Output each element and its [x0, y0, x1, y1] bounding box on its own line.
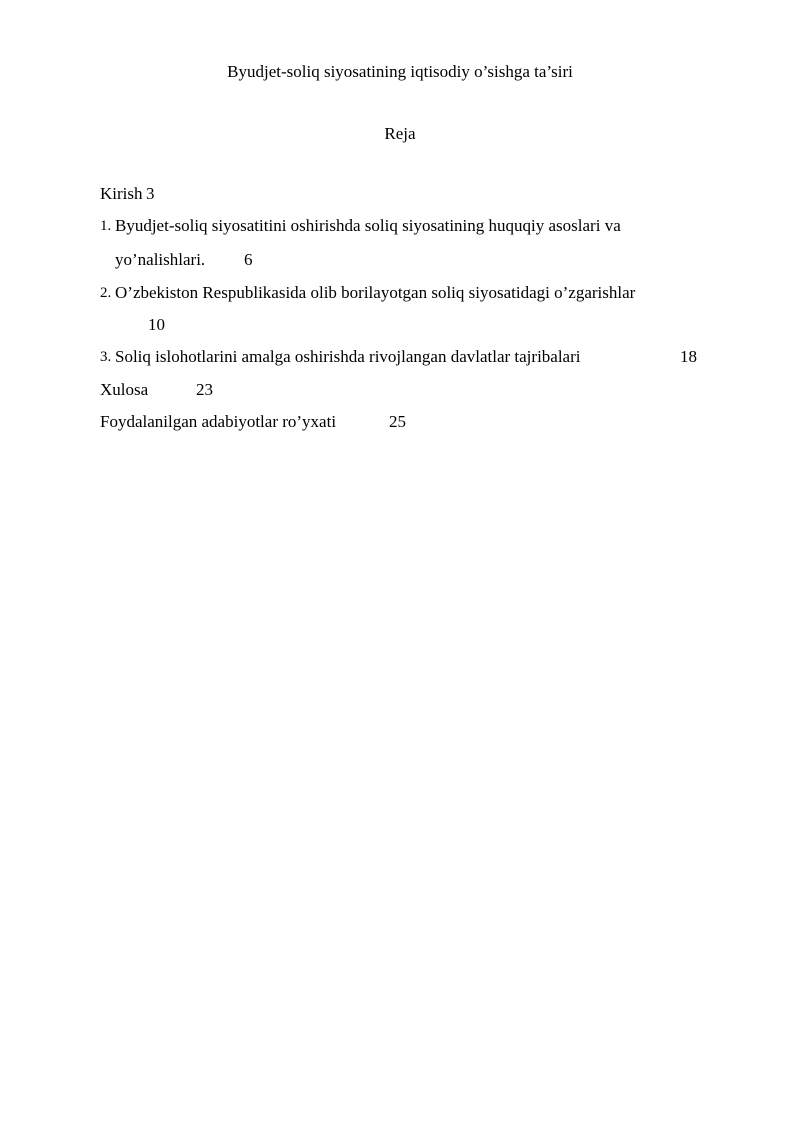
toc-entry-page: 6 — [244, 250, 253, 269]
toc-entry-number: 2. — [100, 285, 112, 301]
toc-entry-page: 25 — [389, 412, 406, 431]
toc-entry-text-continuation: yo’nalishlari. — [115, 250, 206, 269]
document-title: Byudjet-soliq siyosatining iqtisodiy o’sishga ta’siri — [227, 62, 573, 81]
toc-entry-page: 18 — [680, 347, 697, 366]
toc-entry-number: 1. — [100, 218, 112, 234]
plan-heading: Reja — [384, 124, 416, 143]
toc-entry-text: Foydalanilgan adabiyotlar ro’yxati — [100, 412, 337, 431]
toc-entry-text: Kirish — [100, 184, 143, 203]
toc-entry-text: O’zbekiston Respublikasida olib borilayotgan soliq siyosatidagi o’zgarishlar — [115, 283, 636, 302]
toc-entry-text: Xulosa — [100, 380, 149, 399]
toc-entry-page: 3 — [146, 184, 155, 203]
toc-entry-page: 23 — [196, 380, 213, 399]
toc-entry-number: 3. — [100, 349, 112, 365]
toc-entry-page: 10 — [148, 315, 165, 334]
toc-entry-text: Soliq islohotlarini amalga oshirishda rivojlangan davlatlar tajribalari — [115, 347, 581, 366]
toc-entry-text: Byudjet-soliq siyosatitini oshirishda soliq siyosatining huquqiy asoslari va — [115, 216, 621, 235]
